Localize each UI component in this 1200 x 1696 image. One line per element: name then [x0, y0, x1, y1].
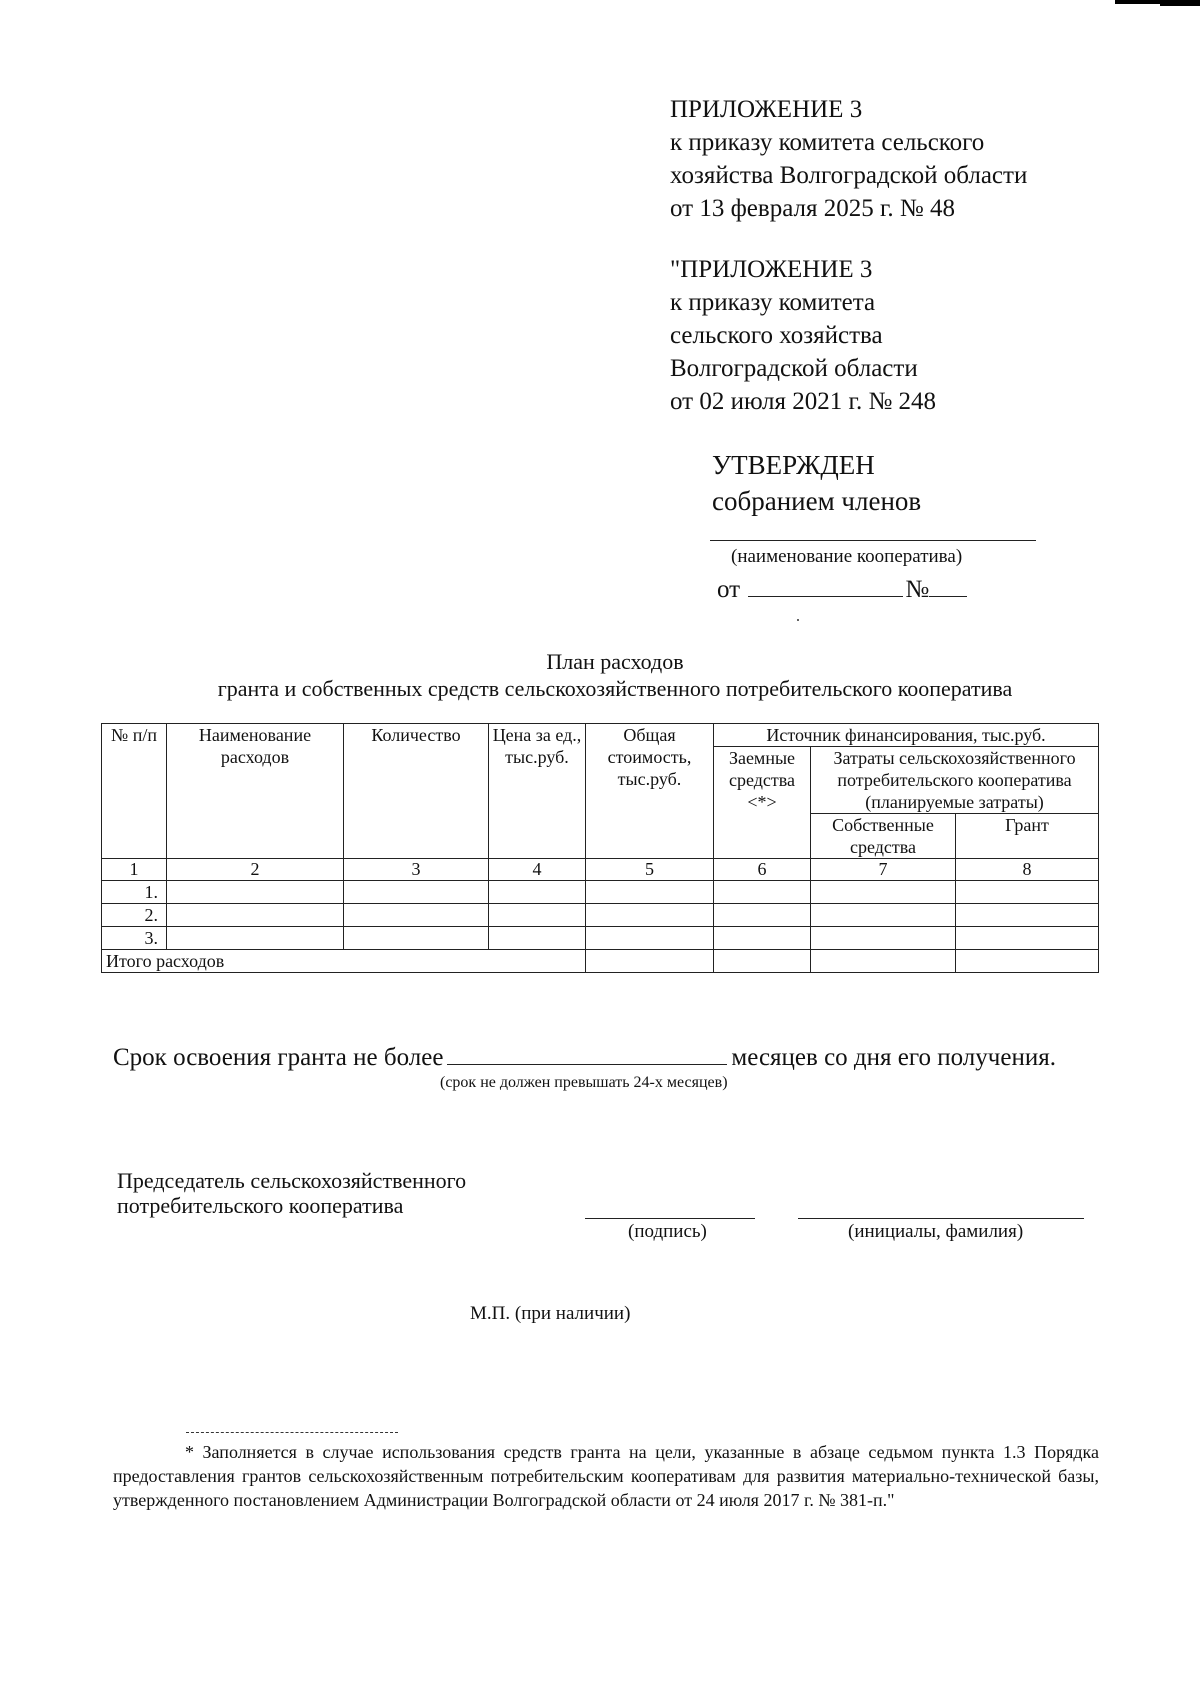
table-cell — [714, 927, 811, 950]
table-cell — [489, 904, 586, 927]
header-borrowed-funds: Заемные средства <*> — [714, 747, 811, 859]
annex-old-line-2: к приказу комитета — [670, 289, 876, 316]
table-cell — [586, 904, 714, 927]
column-number: 4 — [489, 859, 586, 881]
row-number: 1. — [102, 881, 167, 904]
table-row — [102, 904, 1099, 927]
table-cell — [489, 881, 586, 904]
approved-title: УТВЕРЖДЕН — [712, 450, 875, 480]
plan-title-line-2: гранта и собственных средств сельскохозяйственного потребительского кооператива — [217, 676, 1013, 701]
header-unit-price: Цена за ед., тыс.руб. — [489, 724, 586, 859]
chairman-line-1: Председатель сельскохозяйственного — [117, 1168, 467, 1193]
annex-old-line-5: от 02 июля 2021 г. № 248 — [670, 388, 937, 415]
table-cell — [586, 950, 714, 973]
annex-new-line-2: к приказу комитета сельского — [670, 129, 985, 156]
footnote: * Заполняется в случае использования средств гранта на цели, указанные в абзаце седьмом пункта 1.3 Порядка предоставления грантов сельскохозяйственным потребительским кооперативам для развития материально-технической базы, утвержденного постановлением Администрации Волгоградской области от 24 июля 2017 г. № 381-п." — [113, 1442, 1099, 1510]
header-funding-source: Источник финансирования, тыс.руб. — [714, 724, 1099, 747]
seal-placeholder: М.П. (при наличии) — [470, 1303, 631, 1324]
plan-title-line-1: План расходов — [546, 649, 684, 674]
table-header-row-1 — [102, 724, 1099, 747]
name-line — [798, 1218, 1084, 1219]
number-blank — [929, 572, 967, 597]
annex-new-line-1: ПРИЛОЖЕНИЕ 3 — [670, 96, 863, 123]
row-number: 3. — [102, 927, 167, 950]
footnote-separator — [186, 1432, 398, 1433]
table-cell — [714, 950, 811, 973]
table-cell — [956, 950, 1099, 973]
table-cell — [811, 904, 956, 927]
table-cell — [586, 881, 714, 904]
annex-header-old — [670, 253, 936, 418]
header-own-funds: Собственные средства — [811, 814, 956, 859]
approved-subtitle: собранием членов — [712, 486, 922, 516]
header-grant: Грант — [956, 814, 1099, 859]
column-number: 6 — [714, 859, 811, 881]
table-cell — [167, 881, 344, 904]
coop-name-line — [710, 540, 1036, 541]
header-total-cost: Общая стоимость, тыс.руб. — [586, 724, 714, 859]
table-total-row — [102, 950, 1099, 973]
term-blank — [447, 1042, 727, 1065]
approval-block — [712, 447, 921, 519]
number-label: № — [905, 576, 930, 603]
annex-old-line-4: Волгоградской области — [670, 355, 918, 382]
coop-name-caption: (наименование кооператива) — [731, 546, 963, 567]
header-expense-name: Наименование расходов — [167, 724, 344, 859]
table-cell — [956, 904, 1099, 927]
column-number: 8 — [956, 859, 1099, 881]
header-coop-costs: Затраты сельскохозяйственного потребительского кооператива (планируемые затраты) — [811, 747, 1099, 814]
table-cell — [956, 927, 1099, 950]
total-label: Итого расходов — [102, 950, 586, 973]
date-blank — [748, 572, 903, 597]
table-cell — [811, 950, 956, 973]
table-cell — [344, 927, 489, 950]
term-text-before: Срок освоения гранта не более — [113, 1044, 444, 1071]
expense-plan-table — [101, 723, 1099, 973]
column-number: 7 — [811, 859, 956, 881]
table-cell — [956, 881, 1099, 904]
table-row — [102, 927, 1099, 950]
signature-line — [585, 1218, 755, 1219]
chairman-line-2: потребительского кооператива — [117, 1193, 404, 1218]
annex-new-line-3: хозяйства Волгоградской области — [670, 162, 1028, 189]
table-row — [102, 881, 1099, 904]
table-cell — [714, 881, 811, 904]
table-cell — [714, 904, 811, 927]
scan-edge-mark-secondary — [1160, 4, 1200, 6]
table-cell — [586, 927, 714, 950]
annex-header-new — [670, 93, 1027, 225]
annex-new-line-4: от 13 февраля 2025 г. № 48 — [670, 195, 956, 222]
header-no: № п/п — [102, 724, 167, 859]
table-cell — [811, 927, 956, 950]
scan-dot — [797, 619, 799, 621]
column-number: 2 — [167, 859, 344, 881]
annex-old-line-1: "ПРИЛОЖЕНИЕ 3 — [670, 256, 873, 283]
name-caption: (инициалы, фамилия) — [848, 1221, 1024, 1242]
header-quantity: Количество — [344, 724, 489, 859]
approval-date-row — [717, 572, 967, 604]
term-text-after: месяцев со дня его получения. — [731, 1044, 1056, 1071]
chairman-label — [117, 1168, 466, 1218]
table-cell — [344, 881, 489, 904]
table-cell — [344, 904, 489, 927]
table-cell — [167, 904, 344, 927]
column-number: 3 — [344, 859, 489, 881]
term-note: (срок не должен превышать 24-х месяцев) — [440, 1074, 728, 1091]
grant-term-line — [113, 1042, 1056, 1072]
row-number: 2. — [102, 904, 167, 927]
column-number: 1 — [102, 859, 167, 881]
signature-caption: (подпись) — [628, 1221, 707, 1242]
annex-old-line-3: сельского хозяйства — [670, 322, 883, 349]
table-cell — [811, 881, 956, 904]
table-cell — [167, 927, 344, 950]
column-number: 5 — [586, 859, 714, 881]
column-number-row — [102, 859, 1099, 881]
plan-title — [100, 648, 1130, 702]
table-cell — [489, 927, 586, 950]
from-label: от — [717, 576, 741, 603]
